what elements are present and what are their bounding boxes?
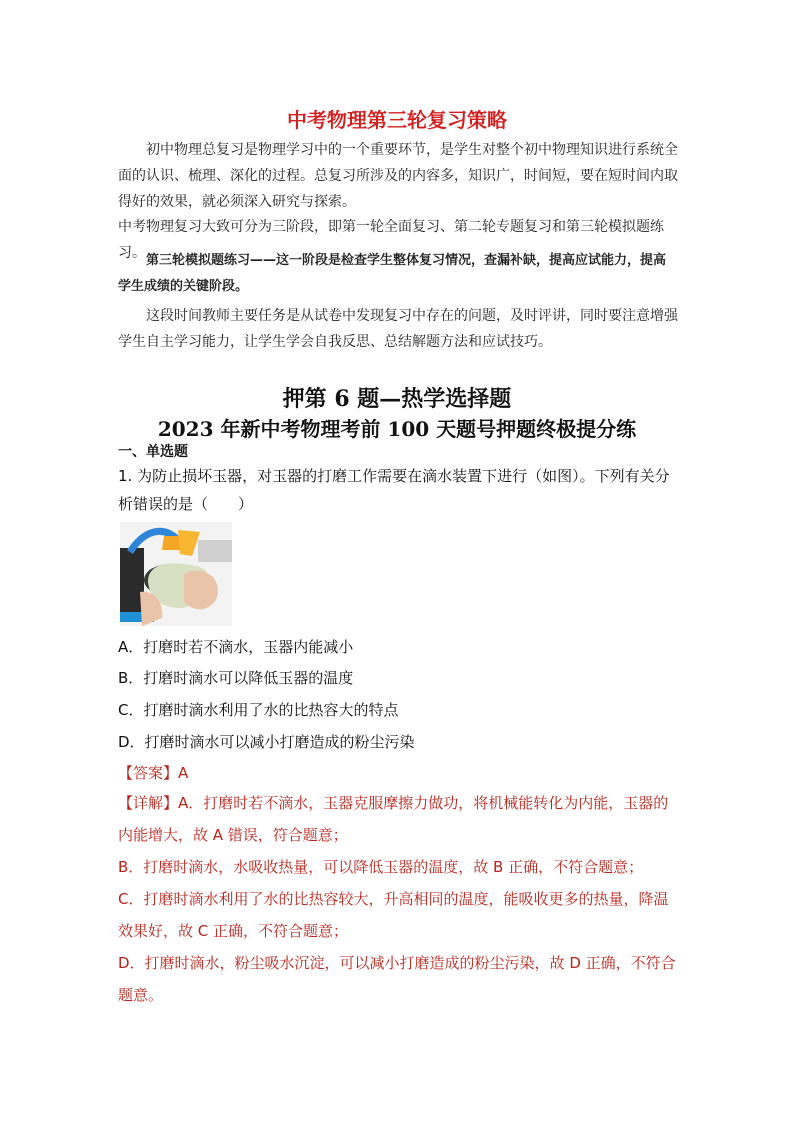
question-heading: 押第 6 题—热学选择题 — [282, 386, 512, 412]
option-c: C．打磨时滴水利用了水的比热容大的特点 — [118, 701, 399, 719]
explanation-d: D．打磨时滴水，粉尘吸水沉淀，可以减小打磨造成的粉尘污染，故 D 正确，不符合题意。 — [118, 954, 676, 1004]
intro-paragraph-2: 中考物理复习大致可分为三阶段，即第一轮全面复习、第二轮专题复习和第三轮模拟题练习。 — [118, 219, 664, 261]
page-title: 中考物理第三轮复习策略 — [287, 108, 507, 132]
intro-paragraph-3: 第三轮模拟题练习——这一阶段是检查学生整体复习情况，查漏补缺，提高应试能力，提高学生成绩的关键阶段。 — [118, 253, 667, 294]
exam-heading: 2023 年新中考物理考前 100 天题号押题终极提分练 — [157, 417, 637, 441]
explanation-b: B．打磨时滴水，水吸收热量，可以降低玉器的温度，故 B 正确，不符合题意； — [118, 858, 644, 876]
option-b: B．打磨时滴水可以降低玉器的温度 — [118, 669, 354, 687]
question-text: 1. 为防止损坏玉器，对玉器的打磨工作需要在滴水装置下进行（如图）。下列有关分析错误的是（ ） — [118, 467, 670, 513]
explanation-c: C．打磨时滴水利用了水的比热容较大，升高相同的温度，能吸收更多的热量，降温效果好，故 C 正确，不符合题意； — [118, 890, 669, 940]
option-a: A．打磨时若不滴水，玉器内能减小 — [118, 638, 354, 656]
explanation-a: 【详解】A．打磨时若不滴水，玉器克服摩擦力做功，将机械能转化为内能，玉器的内能增大，故 A 错误，符合题意； — [118, 794, 669, 844]
jade-polishing-drawing — [120, 522, 232, 626]
option-d: D．打磨时滴水可以减小打磨造成的粉尘污染 — [118, 733, 415, 751]
section-label: 一、单选题 — [118, 444, 188, 460]
answer-label: 【答案】A — [118, 764, 189, 782]
jade-polishing-illustration — [120, 522, 232, 626]
intro-paragraph-4: 这段时间教师主要任务是从试卷中发现复习中存在的问题，及时评讲，同时要注意增强学生自主学习能力，让学生学会自我反思、总结解题方法和应试技巧。 — [118, 308, 678, 350]
intro-paragraph-1: 初中物理总复习是物理学习中的一个重要环节，是学生对整个初中物理知识进行系统全面的认识、梳理、深化的过程。总复习所涉及的内容多，知识广，时间短，要在短时间内取得好的效果，就必须深入研究与探索。 — [118, 142, 678, 210]
